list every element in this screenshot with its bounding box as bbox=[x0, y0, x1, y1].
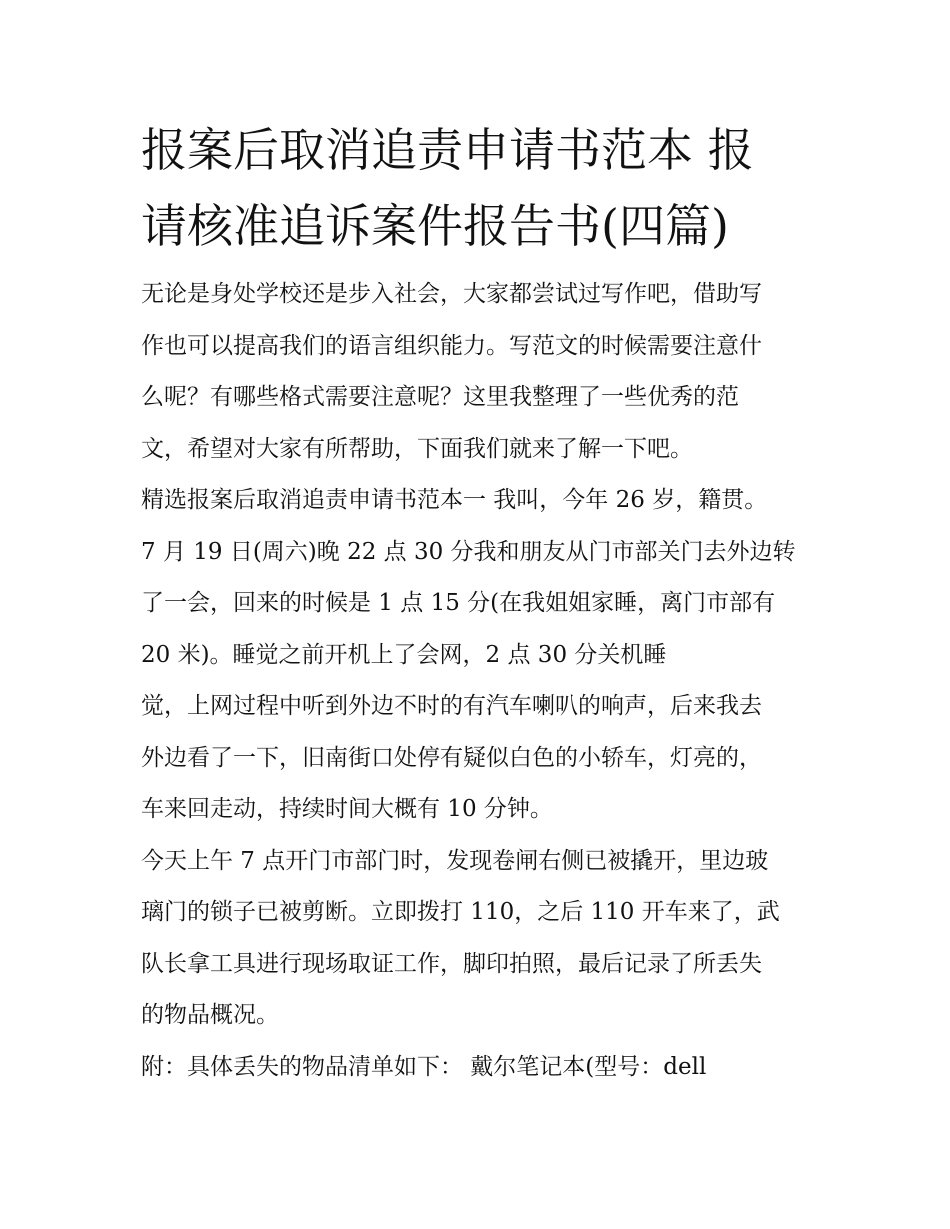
text-line: 了一会，回来的时候是 1 点 15 分(在我姐姐家睡，离门市部有 bbox=[141, 590, 776, 616]
document-body bbox=[141, 269, 813, 1093]
document-content bbox=[141, 112, 813, 1093]
text-line: 的物品概况。 bbox=[141, 1002, 279, 1028]
text-line: 觉，上网过程中听到外边不时的有汽车喇叭的响声，后来我去 bbox=[141, 693, 762, 719]
text-line: 作也可以提高我们的语言组织能力。写范文的时候需要注意什 bbox=[141, 332, 762, 359]
document-title bbox=[141, 112, 813, 264]
text-line: 车来回走动，持续时间大概有 10 分钟。 bbox=[141, 796, 553, 822]
text-line: 20 米)。睡觉之前开机上了会网，2 点 30 分关机睡 bbox=[141, 641, 667, 668]
text-line: 精选报案后取消追责申请书范本一 我叫，今年 26 岁，籍贯。 bbox=[141, 487, 768, 513]
text-line: 文，希望对大家有所帮助，下面我们就来了解一下吧。 bbox=[141, 435, 693, 462]
body-paragraph bbox=[141, 475, 813, 681]
text-line: 么呢？有哪些格式需要注意呢？这里我整理了一些优秀的范 bbox=[141, 384, 739, 410]
title-line: 请核准追诉案件报告书(四篇) bbox=[141, 199, 729, 253]
text-line: 外边看了一下，旧南街口处停有疑似白色的小轿车，灯亮的， bbox=[141, 744, 762, 771]
body-paragraph bbox=[141, 269, 813, 475]
body-paragraph bbox=[141, 836, 813, 1042]
text-line: 无论是身处学校还是步入社会，大家都尝试过写作吧，借助写 bbox=[141, 281, 762, 307]
text-line: 7 月 19 日(周六)晚 22 点 30 分我和朋友从门市部关门去外边转 bbox=[141, 538, 796, 565]
text-line: 附：具体丢失的物品清单如下： 戴尔笔记本(型号：dell bbox=[141, 1053, 707, 1080]
text-line: 队长拿工具进行现场取证工作，脚印拍照，最后记录了所丢失 bbox=[141, 950, 762, 977]
text-line: 今天上午 7 点开门市部门时，发现卷闸右侧已被撬开，里边玻 bbox=[141, 847, 769, 874]
text-line: 璃门的锁子已被剪断。立即拨打 110，之后 110 开车来了，武 bbox=[141, 899, 780, 925]
title-line: 报案后取消追责申请书范本 报 bbox=[141, 123, 754, 177]
body-paragraph bbox=[141, 681, 813, 836]
body-paragraph bbox=[141, 1042, 813, 1094]
